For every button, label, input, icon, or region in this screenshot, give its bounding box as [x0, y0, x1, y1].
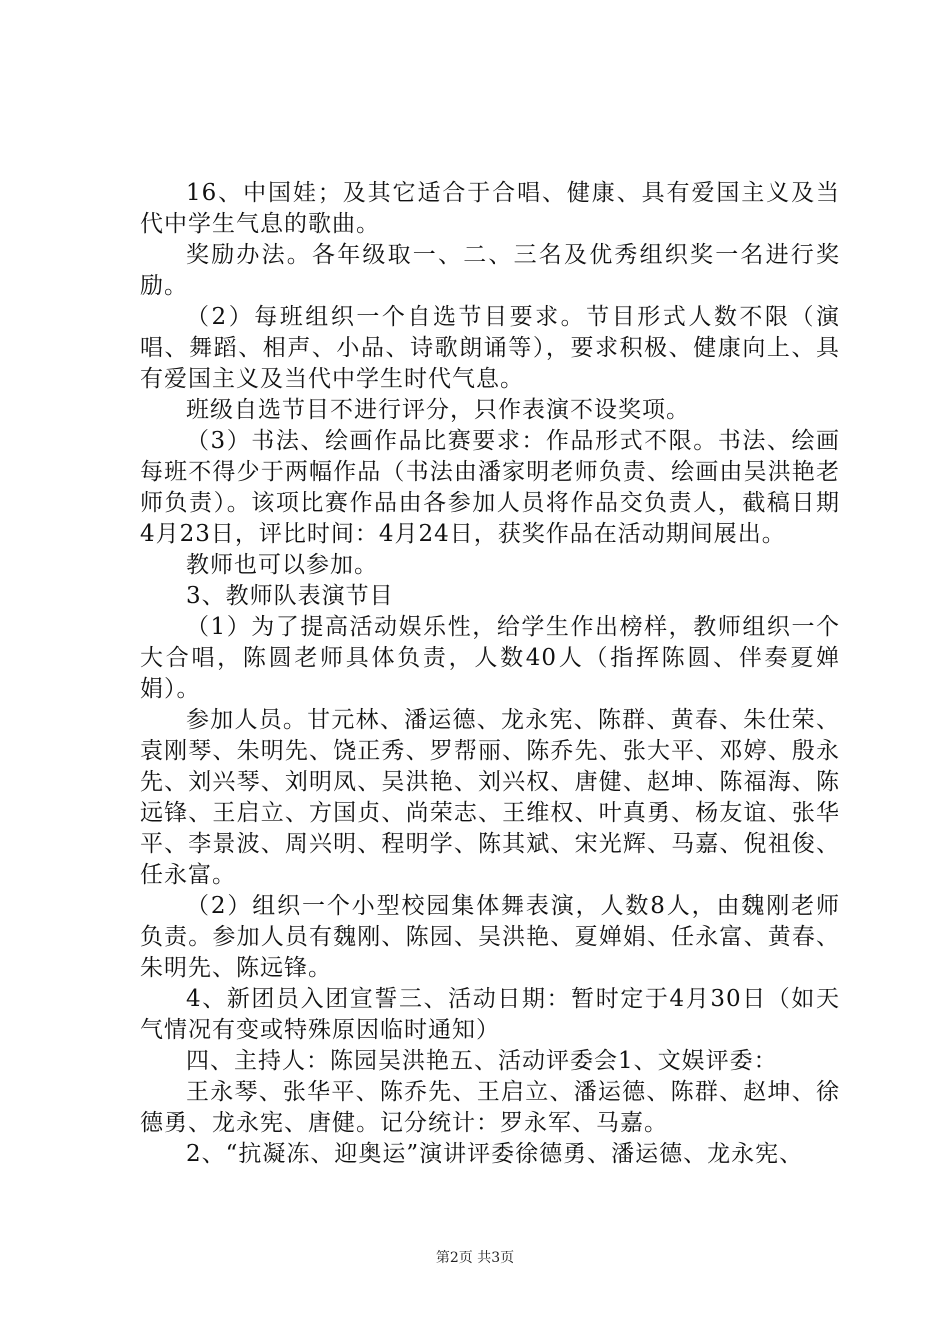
document-body — [140, 178, 840, 1170]
paragraph: 王永琴、张华平、陈乔先、王启立、潘运德、陈群、赵坤、徐德勇、龙永宪、唐健。记分统计：罗永军、马嘉。 — [140, 1079, 840, 1136]
paragraph: 2、“抗凝冻、迎奥运”演讲评委徐德勇、潘运德、龙永宪、 — [186, 1141, 804, 1167]
paragraph: 4、新团员入团宣誓三、活动日期：暂时定于4月30日（如天气情况有变或特殊原因临时通知） — [140, 986, 840, 1043]
paragraph: 教师也可以参加。 — [186, 552, 378, 578]
paragraph: 参加人员。甘元林、潘运德、龙永宪、陈群、黄春、朱仕荣、袁刚琴、朱明先、饶正秀、罗帮丽、陈乔先、张大平、邓婷、殷永先、刘兴琴、刘明凤、吴洪艳、刘兴权、唐健、赵坤、陈福海、陈远锋、王启立、方国贞、尚荣志、王维权、叶真勇、杨友谊、张华平、李景波、周兴明、程明学、陈其斌、宋光辉、马嘉、倪祖俊、任永富。 — [140, 707, 840, 888]
page-footer: 第2页 共3页 — [435, 1250, 515, 1266]
paragraph: 四、主持人：陈园吴洪艳五、活动评委会1、文娱评委： — [186, 1048, 778, 1074]
paragraph: 奖励办法。各年级取一、二、三名及优秀组织奖一名进行奖励。 — [140, 242, 840, 299]
paragraph: 3、教师队表演节目 — [186, 583, 394, 609]
paragraph: （2）组织一个小型校园集体舞表演，人数8人，由魏刚老师负责。参加人员有魏刚、陈园、吴洪艳、夏婵娟、任永富、黄春、朱明先、陈远锋。 — [140, 893, 840, 981]
paragraph: 16、中国娃；及其它适合于合唱、健康、具有爱国主义及当代中学生气息的歌曲。 — [140, 180, 840, 237]
paragraph: 班级自选节目不进行评分，只作表演不设奖项。 — [186, 397, 690, 423]
paragraph: （3）书法、绘画作品比赛要求：作品形式不限。书法、绘画每班不得少于两幅作品（书法由潘家明老师负责、绘画由吴洪艳老师负责）。该项比赛作品由各参加人员将作品交负责人，截稿日期4月23日，评比时间：4月24日，获奖作品在活动期间展出。 — [140, 428, 840, 547]
paragraph: （2）每班组织一个自选节目要求。节目形式人数不限（演唱、舞蹈、相声、小品、诗歌朗诵等），要求积极、健康向上、具有爱国主义及当代中学生时代气息。 — [140, 304, 840, 392]
paragraph: （1）为了提高活动娱乐性，给学生作出榜样，教师组织一个大合唱，陈圆老师具体负责，人数40人（指挥陈圆、伴奏夏婵娟）。 — [140, 614, 840, 702]
